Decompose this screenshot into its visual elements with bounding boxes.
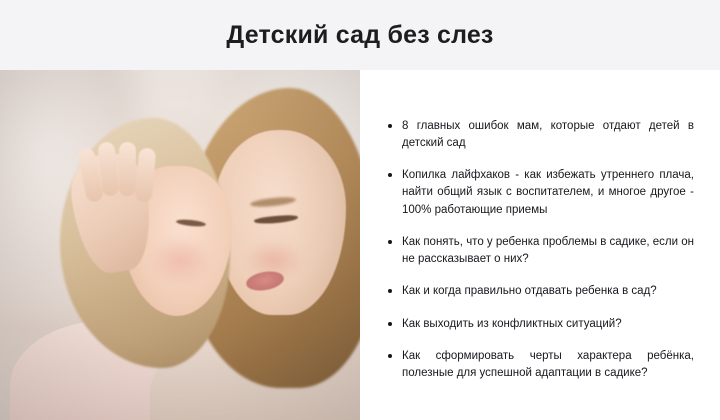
page-title: Детский сад без слез bbox=[226, 20, 494, 49]
list-item: Как выходить из конфликтных ситуаций? bbox=[386, 316, 694, 333]
list-item: Как понять, что у ребенка проблемы в садике, если он не рассказывает о них? bbox=[386, 234, 694, 269]
list-item: Копилка лайфхаков - как избежать утреннего плача, найти общий язык с воспитателем, и многое другое - 100% работающие приемы bbox=[386, 167, 694, 219]
bullet-list bbox=[386, 118, 694, 383]
list-item: Как сформировать черты характера ребёнка, полезные для успешной адаптации в садике? bbox=[386, 348, 694, 383]
header-bar bbox=[0, 0, 720, 70]
slide-body bbox=[0, 70, 720, 420]
hero-photo bbox=[0, 70, 360, 420]
photo-vignette bbox=[0, 70, 360, 420]
list-item: 8 главных ошибок мам, которые отдают детей в детский сад bbox=[386, 118, 694, 153]
list-item: Как и когда правильно отдавать ребенка в сад? bbox=[386, 283, 694, 300]
bullet-panel bbox=[360, 70, 720, 420]
